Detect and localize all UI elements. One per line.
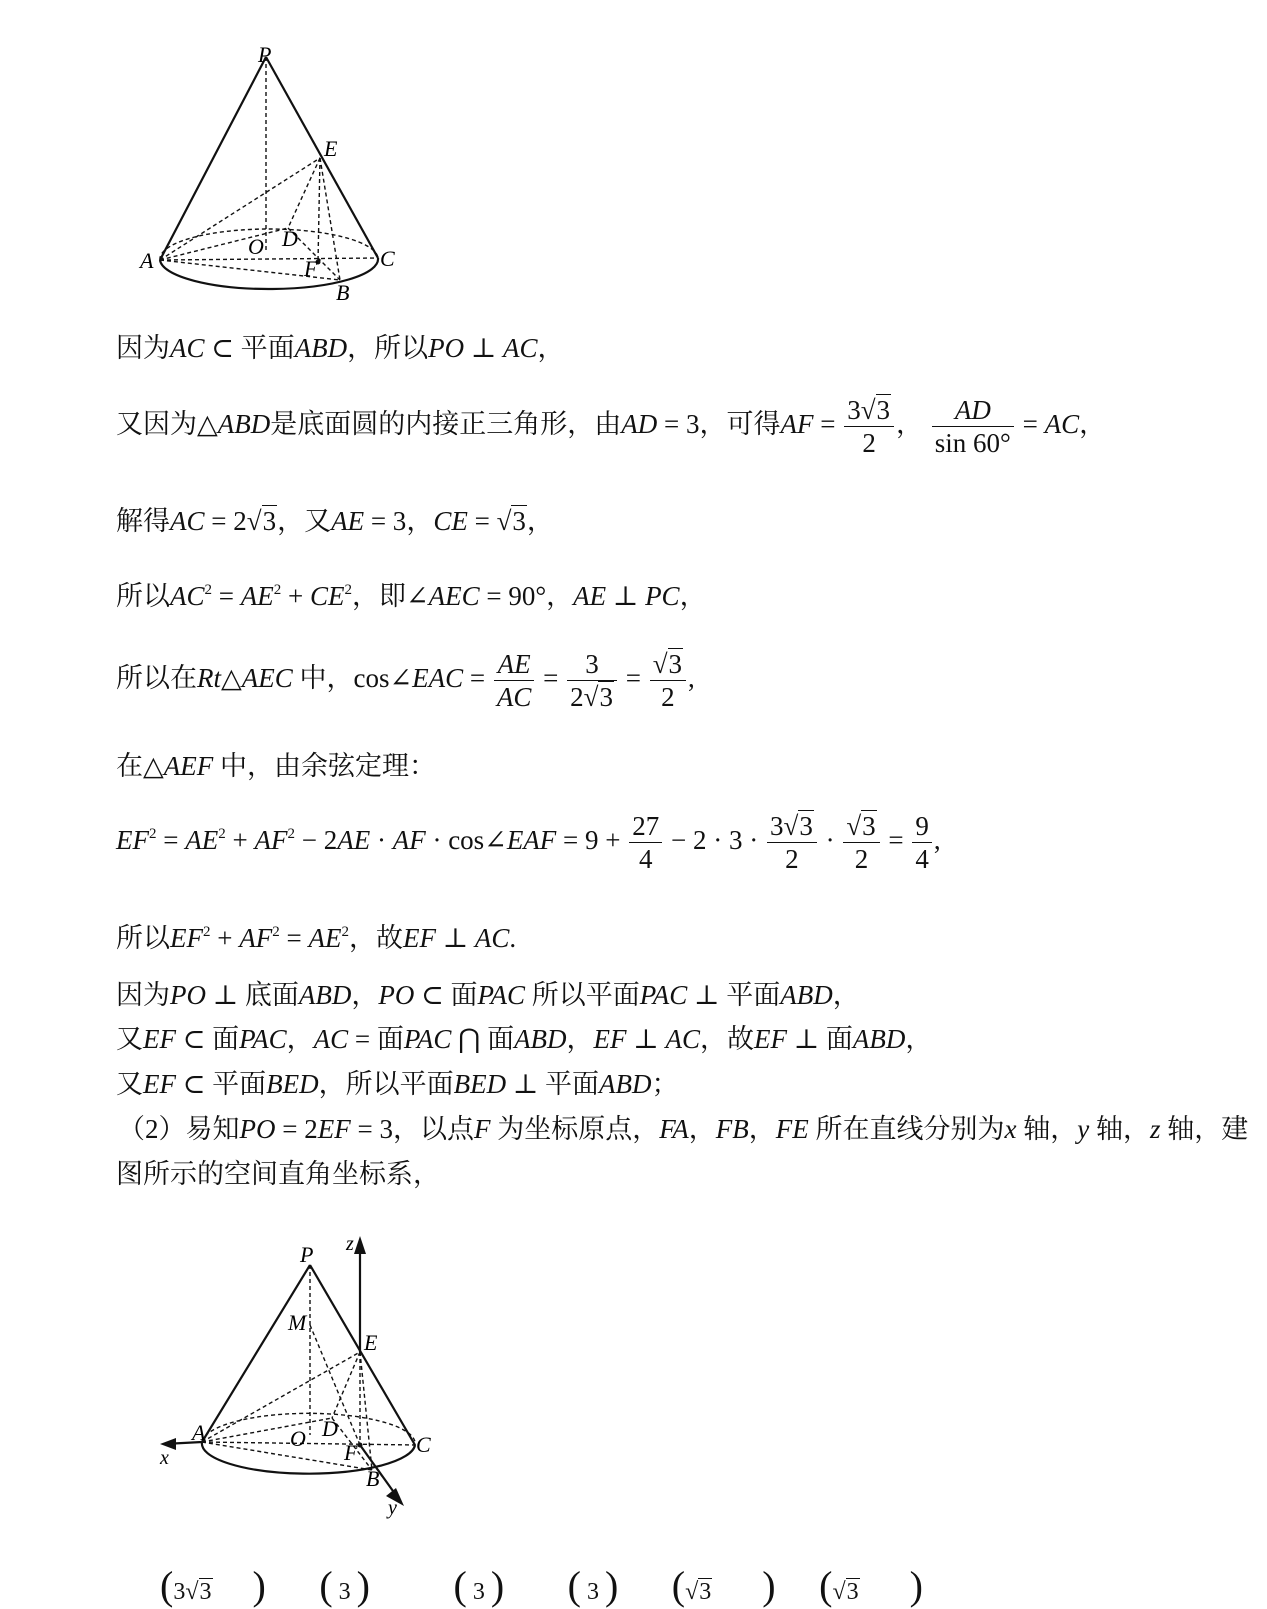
proof-line-11: 又EF ⊂ 平面BED，所以平面BED ⊥ 平面ABD；	[116, 1069, 679, 1099]
label-x: x	[160, 1447, 169, 1469]
proof-line-4: 所以$AC^2 = AE^2 + CE^2$，即∠AEC = 90°，AE ⊥ PC，	[116, 581, 707, 611]
label-y: y	[388, 1497, 397, 1519]
proof-line-6: 在△AEF 中，由余弦定理：	[116, 751, 436, 781]
proof-line-10: 又EF ⊂ 面PAC，AC = 面PAC ⋂ 面ABD，EF ⊥ AC，故EF ⊥ 面ABD，	[116, 1024, 933, 1054]
label-A: A	[192, 1420, 206, 1445]
proof-line-8: 所以$EF^2 + AF^2 = AE^2$，故EF ⊥ AC.	[116, 923, 517, 953]
label-C: C	[380, 246, 395, 271]
label-A: A	[140, 248, 154, 273]
proof-line-13: 图所示的空间直角坐标系，	[116, 1159, 440, 1189]
label-B: B	[336, 280, 350, 305]
proof-line-2: 又因为△ABD是底面圆的内接正三角形，由AD = 3，可得AF = $\frac{3√3}{2}$ ， $\frac{AD}{\sin 60^\circ}$ = AC，	[116, 395, 1107, 459]
label-P: P	[258, 42, 272, 67]
label-D: D	[322, 1416, 338, 1441]
label-M: M	[288, 1310, 307, 1335]
figure-cone-1	[130, 40, 420, 320]
label-O: O	[248, 234, 264, 259]
proof-line-12: （2）易知PO = 2EF = 3，以点F 为坐标原点，FA，FB，FE 所在直线分别为x 轴，y 轴，z 轴，建	[118, 1114, 1249, 1144]
proof-line-1: 因为AC ⊂ 平面ABD，所以PO ⊥ AC，	[116, 333, 565, 363]
label-P: P	[300, 1242, 314, 1267]
label-D: D	[282, 226, 298, 251]
label-F: F	[304, 256, 318, 281]
proof-line-9: 因为PO ⊥ 底面ABD，PO ⊂ 面PAC 所以平面PAC ⊥ 平面ABD，	[116, 980, 860, 1010]
label-F: F	[344, 1440, 358, 1465]
label-O: O	[290, 1426, 306, 1451]
coordinates-line-clipped: (3√3 ) ( 3 ) ( 3 ) ( 3 ) (√3 ) (√3 )	[160, 1563, 923, 1608]
label-C: C	[416, 1432, 431, 1457]
proof-line-5: 所以在Rt△AEC 中，cos∠EAC = $\frac{AE}{AC}$ = $\frac{3}{2√3}$ = $\frac{√3}{2}$ ,	[116, 649, 695, 713]
proof-line-7: $EF^2 = AE^2 + AF^2 - 2AE$ · AF · cos∠EAF = 9 + $\frac{27}{4}$ − 2 · 3 · $\frac{3√3}{2}$ · $\frac{√3}{2}$ = $\frac{9}{4}$ ,	[116, 811, 941, 875]
label-E: E	[324, 136, 338, 161]
label-z: z	[346, 1233, 354, 1255]
proof-line-3: 解得AC = 2√3，又AE = 3，CE = √3，	[116, 506, 554, 536]
label-B: B	[366, 1466, 380, 1491]
label-E: E	[364, 1330, 378, 1355]
figure-cone-2	[150, 1230, 450, 1520]
